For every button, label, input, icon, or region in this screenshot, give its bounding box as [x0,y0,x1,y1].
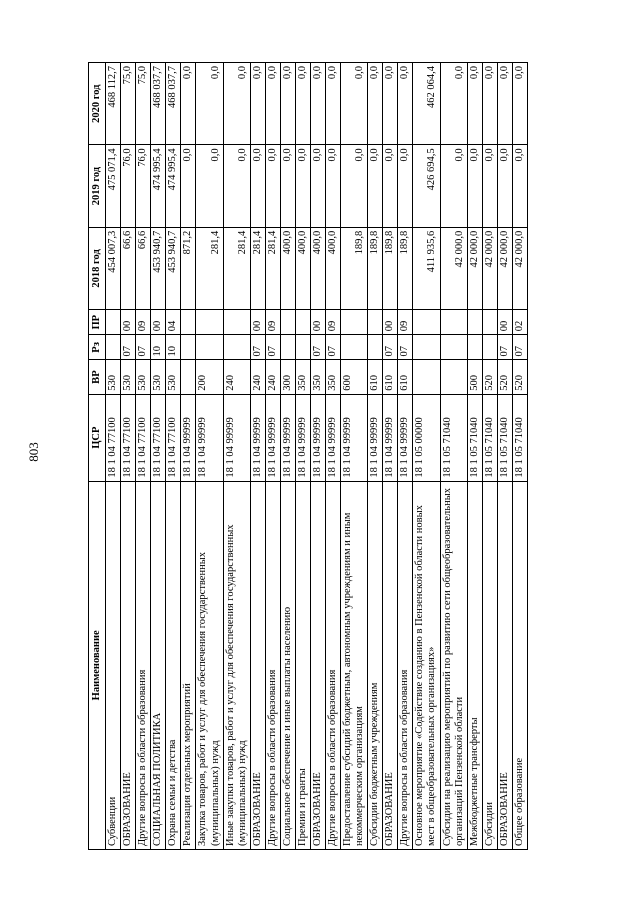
cell-vr: 520 [497,360,512,394]
budget-table-container [88,62,540,850]
cell-2019: 0,0 [398,145,413,227]
cell-rz [368,335,383,360]
cell-name: Субсидии бюджетным учреждениям [368,481,383,849]
cell-rz [467,335,482,360]
cell-2020: 0,0 [181,63,196,145]
cell-rz [106,335,121,360]
cell-pr: 04 [166,310,181,335]
cell-rz: 07 [383,335,398,360]
cell-pr [106,310,121,335]
cell-vr: 240 [265,360,280,394]
table-row [121,63,136,850]
cell-vr: 530 [151,360,166,394]
cell-2020: 75,0 [121,63,136,145]
cell-2020: 75,0 [136,63,151,145]
table-row [326,63,341,850]
cell-2019: 475 071,4 [106,145,121,227]
header-pr: ПР [89,310,106,335]
rotated-table-frame [88,62,540,850]
cell-2018: 42 000,0 [467,227,482,309]
cell-2020: 0,0 [341,63,368,145]
cell-2019: 0,0 [467,145,482,227]
cell-2020: 0,0 [223,63,250,145]
cell-csr: 18 1 04 99999 [250,394,265,481]
header-name: Наименование [89,481,106,849]
table-row [368,63,383,850]
cell-name: Субсидии на реализацию мероприятий по развитию сети общеобразовательных организаций Пензенской области [440,481,467,849]
cell-2020: 0,0 [482,63,497,145]
table-row [440,63,467,850]
cell-rz: 07 [310,335,325,360]
cell-2019: 474 995,4 [166,145,181,227]
cell-pr [440,310,467,335]
cell-2019: 0,0 [440,145,467,227]
cell-2019: 0,0 [196,145,223,227]
cell-2018: 281,4 [250,227,265,309]
cell-pr: 00 [151,310,166,335]
cell-pr: 02 [512,310,527,335]
cell-csr: 18 1 04 99999 [398,394,413,481]
cell-2018: 281,4 [196,227,223,309]
cell-csr: 18 1 04 99999 [223,394,250,481]
header-vr: ВР [89,360,106,394]
cell-rz: 07 [512,335,527,360]
cell-vr: 240 [223,360,250,394]
cell-name: Социальное обеспечение и иные выплаты населению [280,481,295,849]
cell-pr [295,310,310,335]
cell-name: Премии и гранты [295,481,310,849]
cell-2018: 189,8 [383,227,398,309]
cell-2018: 400,0 [310,227,325,309]
cell-csr: 18 1 05 00000 [413,394,440,481]
cell-vr: 530 [136,360,151,394]
cell-vr: 240 [250,360,265,394]
cell-vr: 530 [106,360,121,394]
cell-vr: 610 [368,360,383,394]
cell-rz [295,335,310,360]
cell-name: Другие вопросы в области образования [136,481,151,849]
cell-name: Другие вопросы в области образования [398,481,413,849]
cell-rz [196,335,223,360]
cell-name: Иные закупки товаров, работ и услуг для обеспечения государственных (муниципальных) нужд [223,481,250,849]
cell-csr: 18 1 04 99999 [341,394,368,481]
cell-2019: 76,0 [136,145,151,227]
cell-2020: 0,0 [512,63,527,145]
cell-2020: 0,0 [310,63,325,145]
cell-2020: 0,0 [383,63,398,145]
header-rz: Рз [89,335,106,360]
cell-2019: 426 694,5 [413,145,440,227]
cell-csr: 18 1 04 99999 [265,394,280,481]
cell-rz [440,335,467,360]
cell-2018: 400,0 [326,227,341,309]
cell-csr: 18 1 04 99999 [280,394,295,481]
cell-name: Реализация отдельных мероприятий [181,481,196,849]
cell-2019: 0,0 [181,145,196,227]
cell-2019: 0,0 [265,145,280,227]
cell-vr [440,360,467,394]
cell-csr: 18 1 04 77100 [136,394,151,481]
cell-2018: 871,2 [181,227,196,309]
cell-name: СОЦИАЛЬНАЯ ПОЛИТИКА [151,481,166,849]
cell-2018: 281,4 [265,227,280,309]
cell-2019: 0,0 [223,145,250,227]
cell-2019: 0,0 [326,145,341,227]
cell-vr: 500 [467,360,482,394]
table-row [106,63,121,850]
cell-vr: 350 [295,360,310,394]
cell-csr: 18 1 05 71040 [482,394,497,481]
cell-rz: 10 [166,335,181,360]
cell-2020: 0,0 [280,63,295,145]
cell-2019: 0,0 [383,145,398,227]
cell-rz: 07 [398,335,413,360]
cell-2019: 0,0 [497,145,512,227]
cell-csr: 18 1 04 77100 [166,394,181,481]
cell-vr: 300 [280,360,295,394]
cell-vr: 350 [326,360,341,394]
cell-2018: 66,6 [121,227,136,309]
cell-vr: 600 [341,360,368,394]
cell-2018: 281,4 [223,227,250,309]
cell-csr: 18 1 05 71040 [512,394,527,481]
cell-rz [341,335,368,360]
header-2019: 2019 год [89,145,106,227]
cell-rz [223,335,250,360]
table-row [196,63,223,850]
cell-pr [467,310,482,335]
cell-vr [413,360,440,394]
cell-pr: 09 [326,310,341,335]
cell-rz: 07 [121,335,136,360]
cell-2019: 0,0 [368,145,383,227]
cell-rz: 07 [497,335,512,360]
cell-name: Субсидии [482,481,497,849]
cell-name: Общее образование [512,481,527,849]
cell-pr: 00 [121,310,136,335]
cell-csr: 18 1 04 77100 [121,394,136,481]
cell-name: Межбюджетные трансферты [467,481,482,849]
cell-rz [413,335,440,360]
cell-rz: 07 [326,335,341,360]
cell-2020: 468 112,7 [106,63,121,145]
table-row [413,63,440,850]
cell-name: Основное мероприятие «Содействие созданию в Пензенской области новых мест в общеобразовательных организациях» [413,481,440,849]
cell-2020: 462 064,4 [413,63,440,145]
table-header-row [89,63,106,850]
cell-csr: 18 1 05 71040 [467,394,482,481]
cell-rz: 07 [136,335,151,360]
cell-csr: 18 1 04 99999 [295,394,310,481]
table-row [166,63,181,850]
cell-pr: 00 [310,310,325,335]
cell-2019: 0,0 [341,145,368,227]
cell-name: Другие вопросы в области образования [326,481,341,849]
cell-csr: 18 1 04 99999 [310,394,325,481]
cell-2018: 453 940,7 [151,227,166,309]
cell-name: Закупка товаров, работ и услуг для обеспечения государственных (муниципальных) нужд [196,481,223,849]
cell-2018: 189,8 [368,227,383,309]
table-row [383,63,398,850]
header-csr: ЦСР [89,394,106,481]
cell-2018: 42 000,0 [512,227,527,309]
cell-pr: 00 [250,310,265,335]
table-row [398,63,413,850]
cell-vr: 530 [166,360,181,394]
header-2020: 2020 год [89,63,106,145]
cell-vr: 200 [196,360,223,394]
cell-2019: 0,0 [295,145,310,227]
cell-rz [280,335,295,360]
cell-csr: 18 1 04 99999 [368,394,383,481]
table-row [512,63,527,850]
table-row [280,63,295,850]
cell-pr: 09 [265,310,280,335]
cell-2018: 400,0 [280,227,295,309]
cell-pr: 09 [136,310,151,335]
cell-pr: 00 [497,310,512,335]
cell-2020: 0,0 [440,63,467,145]
cell-csr: 18 1 04 99999 [326,394,341,481]
cell-pr [482,310,497,335]
cell-name: ОБРАЗОВАНИЕ [250,481,265,849]
cell-vr [181,360,196,394]
table-row [310,63,325,850]
cell-pr: 09 [398,310,413,335]
cell-2020: 0,0 [196,63,223,145]
cell-2020: 0,0 [265,63,280,145]
cell-csr: 18 1 05 71040 [440,394,467,481]
page-number-text: 803 [26,442,41,462]
cell-name: Охрана семьи и детства [166,481,181,849]
cell-2019: 76,0 [121,145,136,227]
cell-2018: 189,8 [341,227,368,309]
cell-2020: 468 037,7 [166,63,181,145]
table-row [265,63,280,850]
cell-name: Другие вопросы в области образования [265,481,280,849]
table-row [223,63,250,850]
table-row [482,63,497,850]
cell-vr: 520 [512,360,527,394]
cell-name: Предоставление субсидий бюджетным, автономным учреждениям и иным некоммерческим организациям [341,481,368,849]
cell-2018: 66,6 [136,227,151,309]
cell-2018: 453 940,7 [166,227,181,309]
cell-2020: 0,0 [398,63,413,145]
cell-pr [280,310,295,335]
cell-2018: 411 935,6 [413,227,440,309]
cell-pr: 00 [383,310,398,335]
cell-2019: 474 995,4 [151,145,166,227]
cell-name: ОБРАЗОВАНИЕ [310,481,325,849]
cell-pr [368,310,383,335]
cell-2018: 42 000,0 [497,227,512,309]
cell-pr [341,310,368,335]
cell-vr: 520 [482,360,497,394]
table-row [467,63,482,850]
cell-csr: 18 1 04 99999 [383,394,398,481]
cell-2020: 0,0 [497,63,512,145]
cell-2019: 0,0 [280,145,295,227]
cell-2020: 0,0 [368,63,383,145]
cell-2019: 0,0 [250,145,265,227]
cell-csr: 18 1 05 71040 [497,394,512,481]
table-row [151,63,166,850]
cell-2018: 454 007,3 [106,227,121,309]
cell-2020: 0,0 [326,63,341,145]
cell-csr: 18 1 04 77100 [106,394,121,481]
cell-name: ОБРАЗОВАНИЕ [383,481,398,849]
cell-name: Субвенции [106,481,121,849]
table-row [497,63,512,850]
cell-pr [196,310,223,335]
budget-table [88,62,528,850]
table-row [341,63,368,850]
table-row [136,63,151,850]
cell-rz: 07 [265,335,280,360]
cell-name: ОБРАЗОВАНИЕ [121,481,136,849]
cell-vr: 530 [121,360,136,394]
table-row [250,63,265,850]
cell-2018: 42 000,0 [440,227,467,309]
cell-2018: 400,0 [295,227,310,309]
cell-rz: 07 [250,335,265,360]
cell-2020: 468 037,7 [151,63,166,145]
table-row [295,63,310,850]
cell-vr: 350 [310,360,325,394]
cell-rz: 10 [151,335,166,360]
cell-2019: 0,0 [512,145,527,227]
cell-vr: 610 [383,360,398,394]
cell-2018: 42 000,0 [482,227,497,309]
header-2018: 2018 год [89,227,106,309]
cell-2020: 0,0 [295,63,310,145]
cell-2019: 0,0 [482,145,497,227]
cell-csr: 18 1 04 77100 [151,394,166,481]
cell-csr: 18 1 04 99999 [181,394,196,481]
cell-pr [181,310,196,335]
table-row [181,63,196,850]
cell-csr: 18 1 04 99999 [196,394,223,481]
cell-2018: 189,8 [398,227,413,309]
cell-name: ОБРАЗОВАНИЕ [497,481,512,849]
cell-2020: 0,0 [250,63,265,145]
table-body [106,63,528,850]
cell-pr [413,310,440,335]
cell-rz [181,335,196,360]
cell-rz [482,335,497,360]
cell-pr [223,310,250,335]
cell-2019: 0,0 [310,145,325,227]
cell-2020: 0,0 [467,63,482,145]
cell-vr: 610 [398,360,413,394]
